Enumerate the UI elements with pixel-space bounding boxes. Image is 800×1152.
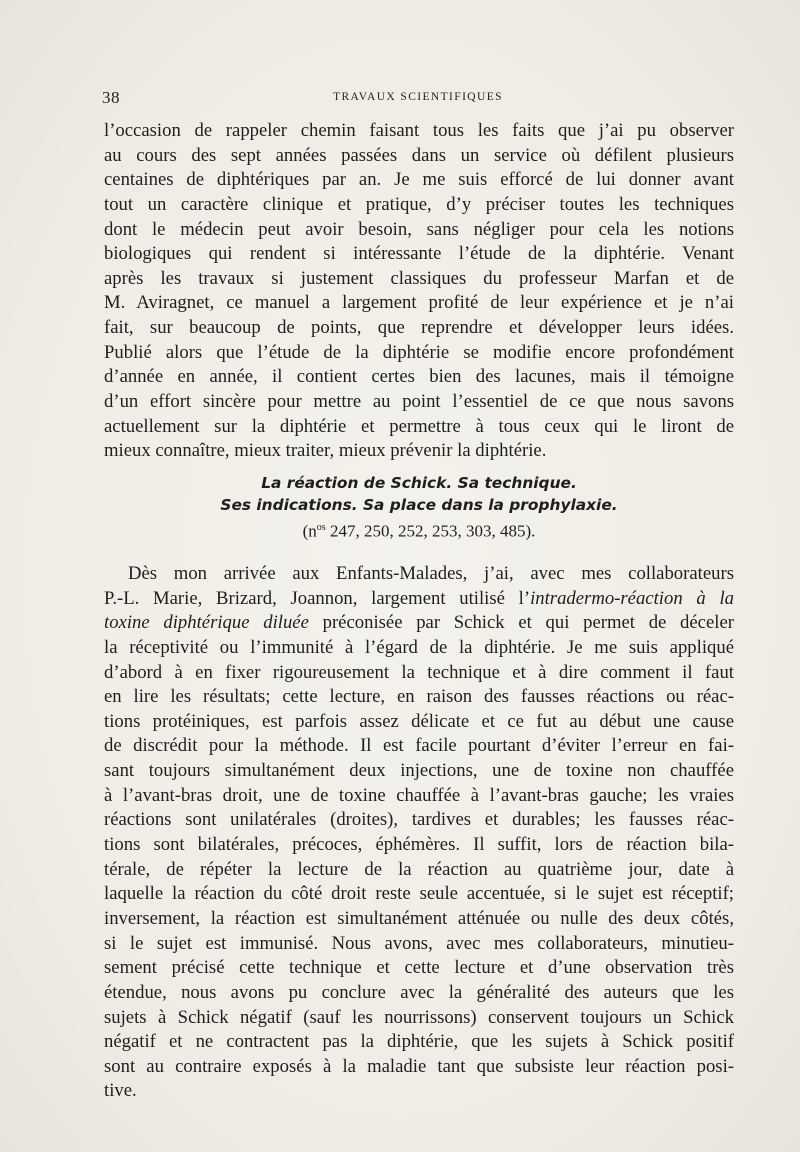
text-line: inversement, la réaction est simultanément atténuée ou nulle des deux côtés,	[104, 907, 734, 929]
text-line: d’un effort sincère pour mettre au point l’essentiel de ce que nous savons	[104, 391, 734, 413]
text-line	[104, 587, 734, 612]
text-line: actuellement sur la diphtérie et permettre à tous ceux qui le liront de	[104, 415, 734, 437]
text-line: après les travaux si justement classiques du professeur Marfan et de	[104, 267, 734, 289]
text-line: Dès mon arrivée aux Enfants-Malades, j’ai, avec mes collaborateurs	[128, 563, 734, 584]
refs-superscript: os	[316, 522, 326, 533]
text-line: si le sujet est immunisé. Nous avons, avec mes collaborateurs, minutieu-	[104, 932, 734, 954]
text-line: térale, de répéter la lecture de la réaction au quatrième jour, date à	[104, 858, 734, 880]
page-number: 38	[102, 88, 120, 107]
text-line: en lire les résultats; cette lecture, en raison des fausses réactions ou réac-	[104, 686, 734, 708]
text-line: sujets à Schick négatif (sauf les nourrissons) conservent toujours un Schick	[104, 1006, 734, 1028]
text-run: P.-L. Marie, Brizard, Joannon, largement utilisé l’	[104, 587, 531, 609]
text-line: sement précisé cette technique et cette lecture et d’une observation très	[104, 957, 734, 979]
text-line: au cours des sept années passées dans un service où défilent plusieurs	[104, 144, 734, 166]
refs-prefix: (n	[302, 521, 317, 541]
text-line: tout un caractère clinique et pratique, d’y préciser toutes les techniques	[104, 193, 734, 215]
text-line: d’année en année, il contient certes bien des lacunes, mais il témoigne	[104, 366, 734, 388]
page-header	[102, 88, 734, 112]
text-line: tions sont bilatérales, précoces, éphémères. Il suffit, lors de réaction bila-	[104, 834, 734, 856]
text-line: centaines de diphtériques par an. Je me suis efforcé de lui donner avant	[104, 169, 734, 191]
text-line: mieux connaître, mieux traiter, mieux prévenir la diphtérie.	[104, 440, 547, 462]
heading-subtitle: Ses indications. Sa place dans la prophylaxie.	[220, 496, 618, 514]
italic-term: intradermo-réaction à la	[530, 587, 734, 609]
text-line: biologiques qui rendent si intéressante l’étude de la diphtérie. Venant	[104, 243, 734, 265]
text-line: dont le médecin peut avoir besoin, sans négliger pour cela les notions	[104, 218, 734, 240]
section-heading	[104, 472, 734, 540]
text-line: Publié alors que l’étude de la diphtérie se modifie encore profondément	[104, 341, 734, 363]
text-line: d’abord à en fixer rigoureusement la technique et à dire comment il faut	[104, 661, 734, 683]
text-line: laquelle la réaction du côté droit reste seule accentuée, si le sujet est réceptif;	[104, 883, 734, 905]
text-line: négatif et ne contractent pas la diphtérie, que les sujets à Schick positif	[104, 1031, 734, 1053]
refs-numbers: 247, 250, 252, 253, 303, 485).	[325, 521, 536, 541]
text-line: étendue, nous avons pu conclure avec la généralité des auteurs que les	[104, 981, 734, 1003]
text-run: préconisée par Schick et qui permet de déceler	[308, 612, 734, 634]
text-line: la réceptivité ou l’immunité à l’égard de la diphtérie. Je me suis appliqué	[104, 636, 734, 658]
running-head: TRAVAUX SCIENTIFIQUES	[333, 91, 503, 103]
paragraph-intro	[104, 119, 734, 464]
text-line: fait, sur beaucoup de points, que reprendre et développer leurs idées.	[104, 317, 734, 339]
paragraph-schick	[104, 562, 734, 1104]
text-line: M. Aviragnet, ce manuel a largement profité de leur expérience et je n’ai	[104, 292, 734, 314]
text-line: sont au contraire exposés à la maladie tant que subsiste leur réaction posi-	[104, 1055, 734, 1077]
text-line: tive.	[104, 1080, 137, 1102]
text-line: sant toujours simultanément deux injections, une de toxine non chauffée	[104, 760, 734, 782]
heading-title: La réaction de Schick. Sa technique.	[261, 474, 577, 492]
text-line: de discrédit pour la méthode. Il est facile pourtant d’éviter l’erreur en fai-	[104, 735, 734, 757]
italic-term: toxine diphtérique diluée	[104, 612, 309, 634]
heading-references	[104, 516, 734, 540]
text-line	[104, 611, 734, 636]
text-line: réactions sont unilatérales (droites), tardives et durables; les fausses réac-	[104, 809, 734, 831]
text-line: tions protéiniques, est parfois assez délicate et ce fut au début une cause	[104, 710, 734, 732]
text-line: à l’avant-bras droit, une de toxine chauffée à l’avant-bras gauche; les vraies	[104, 784, 734, 806]
text-line: l’occasion de rappeler chemin faisant tous les faits que j’ai pu observer	[104, 120, 734, 141]
